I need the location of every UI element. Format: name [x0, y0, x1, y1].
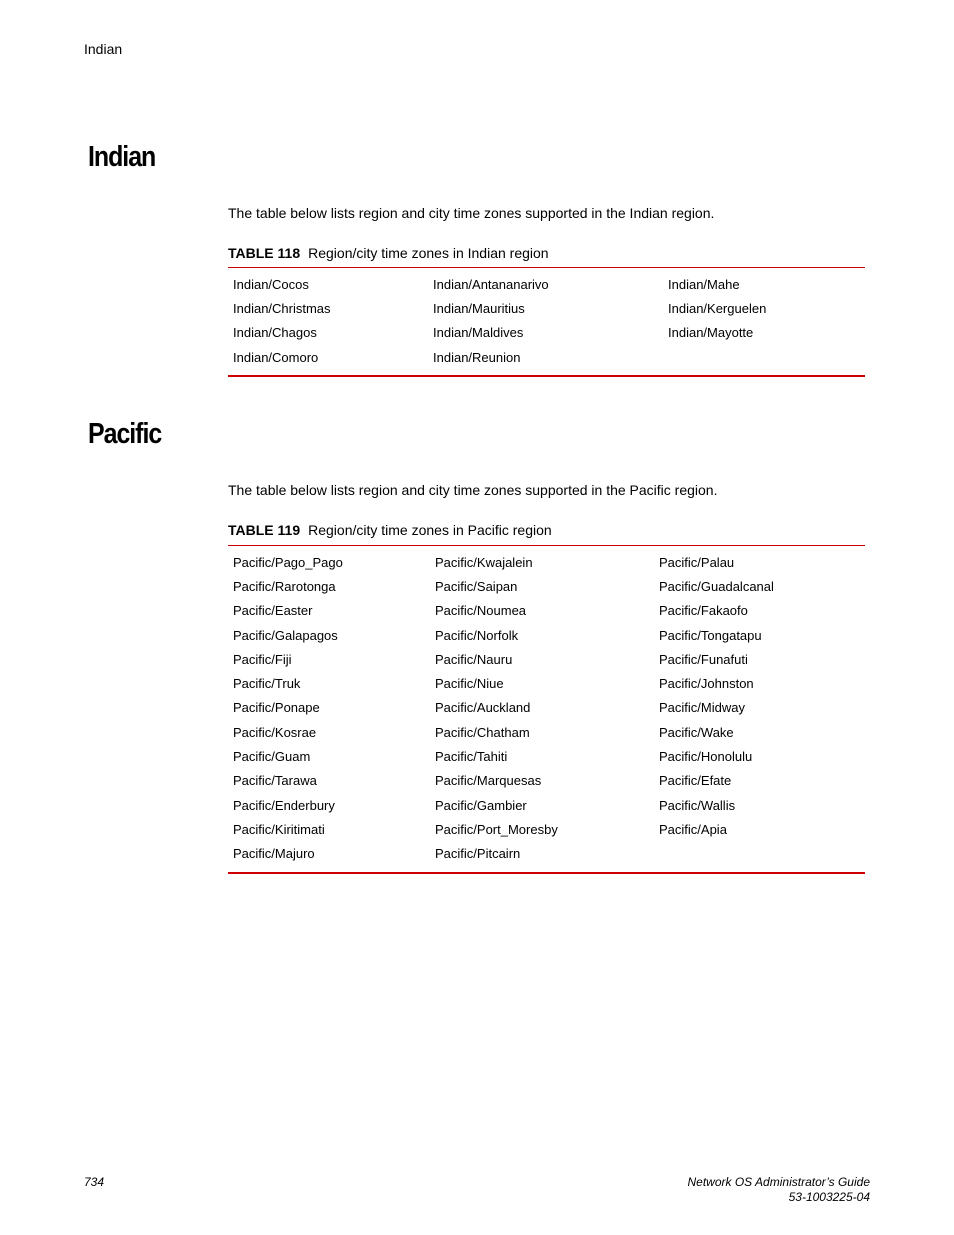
table-row: [228, 296, 865, 320]
table-row: [228, 623, 865, 647]
table-cell: [654, 842, 865, 873]
table-cell: Pacific/Funafuti: [659, 651, 748, 667]
table-cell: Indian/Reunion: [433, 349, 521, 365]
table-cell: Pacific/Guadalcanal: [659, 578, 774, 594]
table-cell: Indian/Comoro: [233, 349, 319, 365]
page-number: 734: [84, 1175, 105, 1189]
table-cell: Pacific/Kwajalein: [435, 554, 533, 570]
table-caption-indian: [228, 245, 549, 261]
table-cell: Pacific/Tarawa: [233, 773, 317, 789]
table-row: [228, 671, 865, 695]
table-cell: Pacific/Tongatapu: [659, 627, 762, 643]
table-row: [228, 842, 865, 873]
section-title-indian: Indian: [88, 141, 156, 173]
intro-pacific: The table below lists region and city time zones supported in the Pacific region.: [228, 482, 718, 498]
table-cell: Pacific/Palau: [659, 554, 735, 570]
table-row: [228, 345, 865, 376]
table-cell: Pacific/Galapagos: [233, 627, 338, 643]
table-cell: Pacific/Norfolk: [435, 627, 519, 643]
table-caption-text: Region/city time zones in Indian region: [308, 245, 549, 261]
table-cell: Pacific/Pago_Pago: [233, 554, 343, 570]
intro-indian: The table below lists region and city time zones supported in the Indian region.: [228, 205, 715, 221]
table-cell: Pacific/Nauru: [435, 651, 513, 667]
table-cell: Pacific/Niue: [435, 676, 504, 692]
table-cell: Pacific/Pitcairn: [435, 846, 521, 862]
table-cell: Indian/Cocos: [233, 276, 309, 292]
table-row: [228, 321, 865, 345]
table-row: [228, 696, 865, 720]
table-row: [228, 546, 865, 575]
table-cell: Indian/Mauritius: [433, 300, 525, 316]
running-head: Indian: [84, 41, 123, 57]
table-cell: Pacific/Wallis: [659, 797, 736, 813]
table-cell: Pacific/Honolulu: [659, 749, 753, 765]
table-cell: Pacific/Fakaofo: [659, 603, 748, 619]
table-pacific: [228, 545, 865, 874]
table-cell: Pacific/Johnston: [659, 676, 754, 692]
table-cell: Pacific/Wake: [659, 724, 734, 740]
table-cell: Pacific/Saipan: [435, 578, 518, 594]
table-cell: Indian/Chagos: [233, 325, 317, 341]
table-cell: Pacific/Gambier: [435, 797, 527, 813]
table-caption-text: Region/city time zones in Pacific region: [308, 522, 552, 538]
table-cell: Pacific/Chatham: [435, 724, 530, 740]
table-cell: Indian/Mahe: [668, 276, 740, 292]
table-cell: Indian/Christmas: [233, 300, 331, 316]
table-cell: Indian/Maldives: [433, 325, 524, 341]
table-row: [228, 268, 865, 297]
table-cell: Pacific/Kiritimati: [233, 821, 325, 837]
table-cell: Indian/Kerguelen: [668, 300, 767, 316]
table-row: [228, 720, 865, 744]
table-cell: Pacific/Guam: [233, 749, 311, 765]
table-cell: Pacific/Port_Moresby: [435, 821, 558, 837]
table-cell: Pacific/Noumea: [435, 603, 527, 619]
doc-number: 53-1003225-04: [788, 1190, 870, 1204]
footer-doc-info: [687, 1175, 870, 1205]
table-cell: Pacific/Ponape: [233, 700, 320, 716]
table-row: [228, 817, 865, 841]
table-cell: Pacific/Easter: [233, 603, 313, 619]
table-cell: Indian/Antananarivo: [433, 276, 549, 292]
table-cell: Pacific/Majuro: [233, 846, 315, 862]
table-cell: [663, 345, 865, 376]
doc-title: Network OS Administrator’s Guide: [687, 1175, 870, 1189]
table-cell: Pacific/Efate: [659, 773, 732, 789]
table-cell: Pacific/Apia: [659, 821, 727, 837]
table-label: TABLE 118: [228, 245, 301, 261]
section-title-pacific: Pacific: [88, 418, 162, 450]
table-cell: Pacific/Tahiti: [435, 749, 508, 765]
table-row: [228, 769, 865, 793]
table-label: TABLE 119: [228, 522, 301, 538]
table-cell: Pacific/Midway: [659, 700, 745, 716]
table-row: [228, 744, 865, 768]
table-cell: Pacific/Auckland: [435, 700, 531, 716]
table-caption-pacific: [228, 522, 552, 538]
table-row: [228, 793, 865, 817]
table-cell: Pacific/Truk: [233, 676, 301, 692]
table-cell: Pacific/Kosrae: [233, 724, 317, 740]
table-cell: Pacific/Enderbury: [233, 797, 335, 813]
table-cell: Pacific/Rarotonga: [233, 578, 336, 594]
table-row: [228, 599, 865, 623]
table-row: [228, 647, 865, 671]
table-cell: Pacific/Marquesas: [435, 773, 542, 789]
table-row: [228, 574, 865, 598]
table-cell: Pacific/Fiji: [233, 651, 292, 667]
table-indian: [228, 267, 865, 377]
table-cell: Indian/Mayotte: [668, 325, 754, 341]
